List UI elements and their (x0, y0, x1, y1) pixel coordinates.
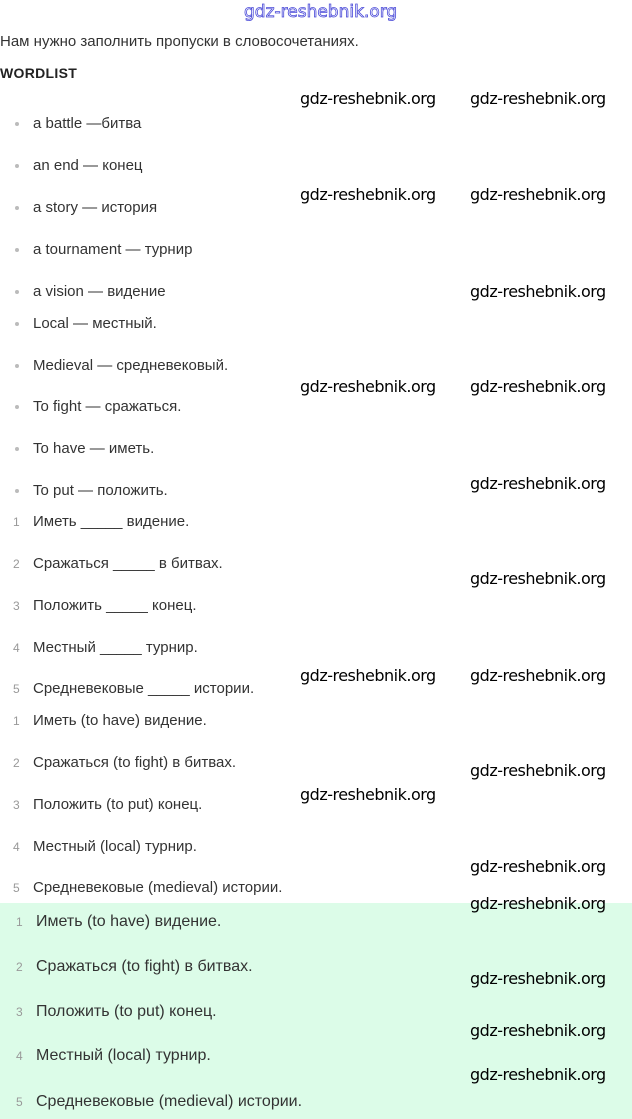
item-number: 1 (16, 915, 23, 929)
item-number: 3 (13, 599, 20, 613)
final-answer-text: Средневековые (medieval) истории. (36, 1093, 303, 1110)
bullet-icon (15, 164, 19, 168)
wordlist-item-text: a vision — видение (33, 283, 166, 300)
wordlist-heading: WORDLIST (0, 65, 78, 81)
wordlist-item (0, 439, 632, 459)
wordlist-item-text: Medieval — средневековый. (33, 357, 229, 374)
item-number: 1 (13, 714, 20, 728)
exercise-item-text: Средневековые _____ истории. (33, 680, 255, 697)
wordlist-item (0, 397, 632, 417)
item-number: 4 (13, 840, 20, 854)
exercise-item (0, 596, 632, 616)
watermark: gdz-reshebnik.org (470, 969, 606, 988)
watermark: gdz-reshebnik.org (470, 1065, 606, 1084)
bullet-icon (15, 405, 19, 409)
watermark: gdz-reshebnik.org (470, 857, 606, 876)
wordlist-item-text: To fight — сражаться. (33, 398, 182, 415)
bullet-icon (15, 122, 19, 126)
watermark: gdz-reshebnik.org (300, 666, 436, 685)
answers-item-text: Сражаться (to fight) в битвах. (33, 754, 237, 771)
final-answer-text: Положить (to put) конец. (36, 1003, 217, 1020)
wordlist-item-text: Local — местный. (33, 315, 157, 332)
watermark: gdz-reshebnik.org (300, 89, 436, 108)
final-answer-item (0, 1046, 632, 1066)
answers-item-text: Местный (local) турнир. (33, 838, 197, 855)
item-number: 3 (16, 1005, 23, 1019)
final-answer-item (0, 912, 632, 932)
exercise-item-text: Местный _____ турнир. (33, 639, 198, 656)
exercise-item-text: Сражаться _____ в битвах. (33, 555, 223, 572)
item-number: 4 (16, 1049, 23, 1063)
wordlist-item (0, 240, 632, 260)
wordlist-item (0, 114, 632, 134)
bullet-icon (15, 489, 19, 493)
final-answer-item (0, 1002, 632, 1022)
watermark: gdz-reshebnik.org (470, 185, 606, 204)
bullet-icon (15, 322, 19, 326)
bullet-icon (15, 290, 19, 294)
watermark: gdz-reshebnik.org (470, 569, 606, 588)
exercise-item (0, 512, 632, 532)
item-number: 5 (16, 1095, 23, 1109)
answers-item-text: Положить (to put) конец. (33, 796, 203, 813)
bullet-icon (15, 447, 19, 451)
item-number: 2 (16, 960, 23, 974)
final-answer-text: Иметь (to have) видение. (36, 913, 222, 930)
item-number: 2 (13, 557, 20, 571)
item-number: 3 (13, 798, 20, 812)
bullet-icon (15, 364, 19, 368)
answers-item-text: Средневековые (medieval) истории. (33, 879, 283, 896)
item-number: 1 (13, 515, 20, 529)
watermark: gdz-reshebnik.org (470, 89, 606, 108)
item-number: 2 (13, 756, 20, 770)
bullet-icon (15, 248, 19, 252)
item-number: 5 (13, 682, 20, 696)
wordlist-item-text: a story — история (33, 199, 158, 216)
wordlist-item (0, 356, 632, 376)
answers-item (0, 837, 632, 857)
intro-text: Нам нужно заполнить пропуски в словосочетаниях. (0, 33, 359, 50)
answers-item-text: Иметь (to have) видение. (33, 712, 207, 729)
watermark: gdz-reshebnik.org (470, 1021, 606, 1040)
wordlist-item-text: To have — иметь. (33, 440, 155, 457)
wordlist-item-text: a battle —битва (33, 115, 142, 132)
final-answer-text: Сражаться (to fight) в битвах. (36, 958, 253, 975)
exercise-item-text: Положить _____ конец. (33, 597, 197, 614)
watermark: gdz-reshebnik.org (470, 761, 606, 780)
wordlist-item-text: an end — конец (33, 157, 143, 174)
exercise-item (0, 638, 632, 658)
exercise-item-text: Иметь _____ видение. (33, 513, 190, 530)
watermark: gdz-reshebnik.org (470, 377, 606, 396)
final-answer-text: Местный (local) турнир. (36, 1047, 211, 1064)
watermark: gdz-reshebnik.org (470, 666, 606, 685)
item-number: 4 (13, 641, 20, 655)
wordlist-item-text: a tournament — турнир (33, 241, 193, 258)
item-number: 5 (13, 881, 20, 895)
watermark: gdz-reshebnik.org (300, 785, 436, 804)
watermark: gdz-reshebnik.org (470, 474, 606, 493)
answer-block (0, 903, 632, 1119)
watermark: gdz-reshebnik.org (300, 185, 436, 204)
watermark-header: gdz-reshebnik.org (244, 2, 398, 22)
wordlist-item (0, 156, 632, 176)
watermark: gdz-reshebnik.org (470, 282, 606, 301)
wordlist-item (0, 314, 632, 334)
bullet-icon (15, 206, 19, 210)
wordlist-item-text: To put — положить. (33, 482, 168, 499)
watermark: gdz-reshebnik.org (300, 377, 436, 396)
watermark: gdz-reshebnik.org (470, 894, 606, 913)
answers-item (0, 711, 632, 731)
final-answer-item (0, 1092, 632, 1112)
